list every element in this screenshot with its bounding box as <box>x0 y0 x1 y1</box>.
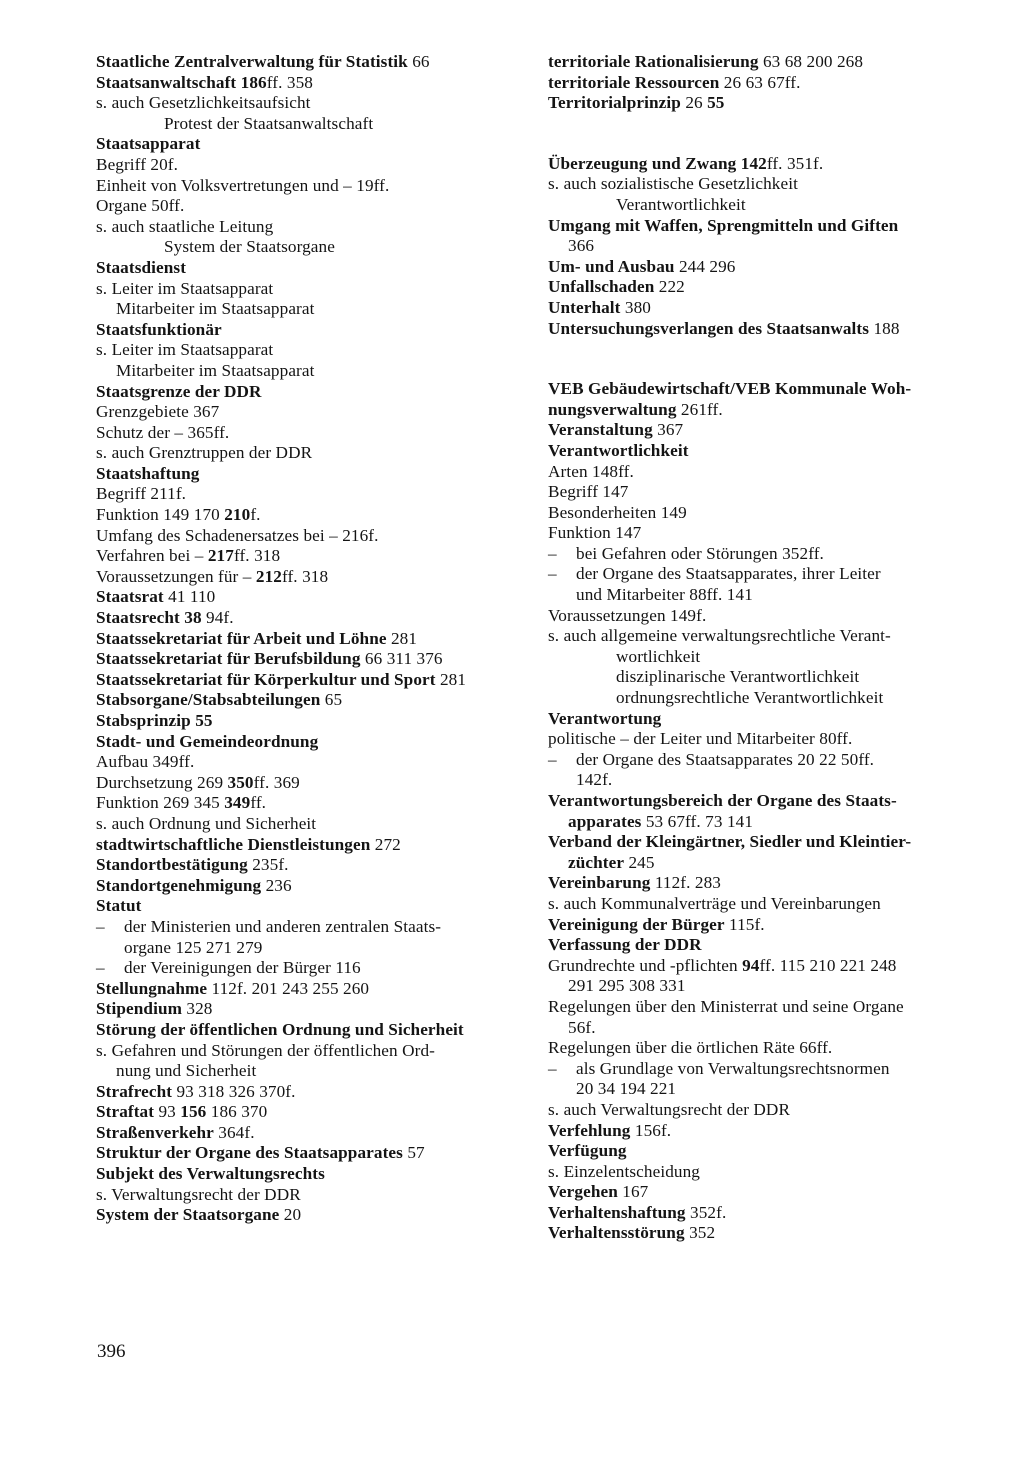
crossref-text: Protest der Staatsanwaltschaft <box>164 113 374 133</box>
index-crossref-continuation <box>96 237 522 258</box>
dash-marker: – <box>548 564 557 584</box>
index-term: Veranstaltung <box>548 420 653 440</box>
dash-marker: – <box>96 916 105 936</box>
index-subentry <box>96 567 522 588</box>
index-term: Staatssekretariat für Körperkultur und Sport <box>96 669 436 689</box>
index-term: Stadt- und Gemeindeordnung <box>96 731 319 751</box>
index-entry-heading <box>96 896 522 917</box>
section-gap <box>548 114 972 134</box>
index-entry-heading <box>548 319 972 340</box>
index-term: Störung der öffentlichen Ordnung und Sicherheit <box>96 1019 464 1039</box>
index-subentry <box>548 894 972 915</box>
page-number: 396 <box>97 1341 126 1362</box>
index-term: Unfallschaden <box>548 277 655 297</box>
index-entry-heading <box>548 298 972 319</box>
continuation-text: Mitarbeiter im Staatsapparat <box>116 299 315 319</box>
section-gap <box>548 134 972 154</box>
subentry-text: s. Leiter im Staatsapparat <box>96 340 274 360</box>
index-term: Staatsrecht <box>96 608 180 628</box>
index-subentry <box>548 1038 972 1059</box>
main-page-ref: 210 <box>224 505 251 525</box>
index-crossref-continuation <box>548 195 972 216</box>
page-refs: 272 <box>370 834 401 854</box>
index-entry-heading <box>96 320 522 341</box>
subentry-text: Umfang des Schadenersatzes bei – 216f. <box>96 525 379 545</box>
index-term: Stabsprinzip <box>96 711 191 730</box>
index-entry-heading <box>96 382 522 403</box>
index-crossref-continuation <box>96 114 522 135</box>
page-refs: 66 <box>407 52 430 71</box>
subentry-text: s. Leiter im Staatsapparat <box>96 278 274 298</box>
index-entry-heading <box>548 52 972 73</box>
main-page-ref: 217 <box>207 546 234 566</box>
page-refs: 281 <box>386 628 418 648</box>
index-subentry <box>96 814 522 835</box>
subentry-text: Arten 148ff. <box>548 461 634 481</box>
page-refs: 156f. <box>630 1120 672 1140</box>
page-refs: 93 <box>154 1102 181 1122</box>
index-line-continuation <box>96 299 522 320</box>
subentry-text: Aufbau 349ff. <box>96 752 195 772</box>
continuation-text: und Mitarbeiter 88ff. 141 <box>576 585 753 605</box>
index-subentry <box>548 503 972 524</box>
index-line-continuation <box>548 976 972 997</box>
index-subentry <box>96 176 522 197</box>
page-refs: 115f. <box>724 914 765 934</box>
index-entry-heading <box>96 608 522 629</box>
index-term: Unterhalt <box>548 297 621 317</box>
dash-marker: – <box>96 958 105 978</box>
index-entry-heading <box>96 73 522 94</box>
subentry-text: s. auch Kommunalverträge und Vereinbarungen <box>548 893 881 913</box>
index-entry-heading <box>96 855 522 876</box>
page-refs: f. <box>250 505 261 525</box>
index-term: territoriale Ressourcen <box>548 72 720 92</box>
index-entry-heading <box>96 1164 522 1185</box>
index-term: Vergehen <box>548 1182 618 1202</box>
index-term: Straftat <box>96 1102 155 1122</box>
subentry-text: Voraussetzungen 149f. <box>548 605 707 625</box>
index-dash-subentry <box>548 544 972 565</box>
crossref-text: wortlichkeit <box>616 646 701 666</box>
index-entry-heading <box>548 93 972 114</box>
index-term: Stipendium <box>96 999 183 1019</box>
index-entry-heading <box>548 915 972 936</box>
subentry-text: Schutz der – 365ff. <box>96 422 230 442</box>
page-refs: 352 <box>684 1223 716 1243</box>
section-gap <box>548 339 972 359</box>
index-entry-heading <box>548 277 972 298</box>
index-crossref-continuation <box>548 647 972 668</box>
page-refs: 352f. <box>685 1202 727 1222</box>
index-term: Straßenverkehr <box>96 1122 214 1142</box>
index-term: Verantwortlichkeit <box>548 440 689 460</box>
index-entry-heading <box>548 216 972 237</box>
index-entry-heading <box>96 835 522 856</box>
subentry-text: Einheit von Volksvertretungen und – 19ff. <box>96 175 390 195</box>
page-refs: 380 <box>620 297 651 317</box>
dash-marker: – <box>548 1058 557 1078</box>
page-refs: 112f. 201 243 255 260 <box>207 978 370 998</box>
subentry-text: Funktion 269 345 <box>96 793 225 813</box>
index-term: Untersuchungsverlangen des Staatsanwalts <box>548 318 870 338</box>
index-entry-heading <box>96 649 522 670</box>
index-entry-heading <box>548 791 972 812</box>
index-entry-heading <box>548 257 972 278</box>
index-line-continuation <box>548 770 972 791</box>
index-entry-heading <box>96 732 522 753</box>
continuation-text: organe 125 271 279 <box>124 937 263 957</box>
main-page-ref: 94 <box>742 955 760 975</box>
main-page-ref: 38 <box>184 608 202 628</box>
index-subentry <box>548 462 972 483</box>
index-entry-heading <box>96 1143 522 1164</box>
index-term: Statut <box>96 896 142 916</box>
page-refs: 244 296 <box>674 256 736 276</box>
dash-marker: – <box>548 749 557 769</box>
index-term: Verhaltenshaftung <box>548 1202 686 1222</box>
index-subentry <box>96 484 522 505</box>
index-entry-heading <box>548 441 972 462</box>
continuation-text: 142f. <box>576 770 613 790</box>
index-subentry <box>96 526 522 547</box>
index-subentry <box>96 155 522 176</box>
subentry-text: Grenzgebiete 367 <box>96 402 220 422</box>
index-term: Standortbestätigung <box>96 855 248 875</box>
index-entry-heading <box>548 1141 972 1162</box>
main-page-ref: 156 <box>180 1102 207 1122</box>
page-refs: 364f. <box>213 1122 255 1142</box>
index-entry-heading <box>548 853 972 874</box>
index-term: Struktur der Organe des Staatsapparates <box>96 1143 403 1163</box>
index-subentry <box>548 606 972 627</box>
index-crossref-continuation <box>548 688 972 709</box>
index-entry-heading <box>96 258 522 279</box>
subentry-text: Begriff 147 <box>548 482 629 502</box>
main-page-ref: 55 <box>195 711 213 730</box>
index-dash-subentry <box>548 564 972 585</box>
subentry-text: s. auch Grenztruppen der DDR <box>96 443 313 463</box>
index-term: Vereinigung der Bürger <box>548 914 725 934</box>
page-refs: 186 370 <box>206 1102 268 1122</box>
index-entry-heading <box>548 400 972 421</box>
page-refs: 222 <box>654 277 685 297</box>
index-term: Stabsorgane/Stabsabteilungen <box>96 690 321 710</box>
index-entry-heading <box>548 379 972 400</box>
page-refs: 245 <box>624 852 655 872</box>
subentry-text: Besonderheiten 149 <box>548 502 687 522</box>
index-dash-subentry <box>96 917 522 938</box>
page-refs: ff. 358 <box>266 72 313 92</box>
subentry-text: s. auch Verwaltungsrecht der DDR <box>548 1099 791 1119</box>
page-refs: 167 <box>617 1182 649 1202</box>
index-line-continuation <box>548 236 972 257</box>
subentry-text: s. Gefahren und Störungen der öffentlichen Ord- <box>96 1040 435 1060</box>
index-entry-heading <box>96 1123 522 1144</box>
index-term: Verantwortungsbereich der Organe des Staats- <box>548 791 897 810</box>
index-entry-heading <box>548 1203 972 1224</box>
subentry-text: Begriff 20f. <box>96 154 179 174</box>
subentry-text: Regelungen über die örtlichen Räte 66ff. <box>548 1038 833 1058</box>
page-refs: 20 <box>279 1205 302 1225</box>
page-refs: 93 318 326 370f. <box>172 1081 296 1101</box>
index-entry-heading <box>96 979 522 1000</box>
section-gap <box>548 359 972 379</box>
index-entry-heading <box>96 1082 522 1103</box>
index-term: Verantwortung <box>548 708 662 728</box>
dash-marker: – <box>548 543 557 563</box>
index-entry-heading <box>548 1223 972 1244</box>
index-dash-subentry <box>548 1059 972 1080</box>
subentry-text: Verfahren bei – <box>96 546 208 566</box>
subentry-text: Grundrechte und -pflichten <box>548 955 743 975</box>
index-crossref-continuation <box>548 667 972 688</box>
page-refs: 236 <box>261 875 292 895</box>
index-line-continuation <box>548 585 972 606</box>
page-refs: 66 311 376 <box>360 649 443 669</box>
page-refs: 41 110 <box>163 587 216 607</box>
index-term: Um- und Ausbau <box>548 256 675 276</box>
index-term: Überzeugung und Zwang <box>548 153 737 173</box>
index-column-right <box>548 52 972 1244</box>
subentry-text: s. auch Gesetzlichkeitsaufsicht <box>96 93 311 113</box>
subentry-text: Voraussetzungen für – <box>96 566 256 586</box>
index-entry-heading <box>96 876 522 897</box>
index-line-continuation <box>96 1061 522 1082</box>
continuation-text: Mitarbeiter im Staatsapparat <box>116 360 315 380</box>
index-entry-heading <box>96 999 522 1020</box>
index-term: Verband der Kleingärtner, Siedler und Kleintier- <box>548 832 912 852</box>
continuation-text: 366 <box>568 236 595 256</box>
crossref-text: ordnungsrechtliche Verantwortlichkeit <box>616 688 884 708</box>
page-refs: 65 <box>320 690 343 710</box>
main-page-ref: 55 <box>707 93 725 113</box>
subentry-text: s. Verwaltungsrecht der DDR <box>96 1184 301 1204</box>
subentry-text: der Organe des Staatsapparates 20 22 50ff. <box>576 749 875 769</box>
subentry-text: Funktion 147 <box>548 523 642 543</box>
page-refs: 328 <box>182 999 213 1019</box>
index-entry-heading <box>548 73 972 94</box>
index-term: Staatshaftung <box>96 463 200 483</box>
index-entry-heading <box>548 1121 972 1142</box>
index-term: Strafrecht <box>96 1081 173 1101</box>
index-entry-heading <box>96 670 522 691</box>
page-refs: 188 <box>869 318 900 338</box>
index-line-continuation <box>548 1079 972 1100</box>
index-term: Verhaltensstörung <box>548 1223 685 1243</box>
index-subentry <box>96 402 522 423</box>
index-subentry <box>96 443 522 464</box>
subentry-text: s. auch sozialistische Gesetzlichkeit <box>548 174 798 194</box>
crossref-text: disziplinarische Verantwortlichkeit <box>616 667 860 687</box>
index-term: apparates <box>568 811 642 831</box>
continuation-text: nung und Sicherheit <box>116 1061 257 1081</box>
index-subentry <box>96 93 522 114</box>
subentry-text: Durchsetzung 269 <box>96 772 228 792</box>
main-page-ref: 186 <box>240 72 267 92</box>
index-entry-heading <box>548 420 972 441</box>
subentry-text: s. auch Ordnung und Sicherheit <box>96 813 317 833</box>
index-term: Stellungnahme <box>96 978 208 998</box>
subentry-text: s. Einzelentscheidung <box>548 1161 700 1181</box>
index-term: Verfehlung <box>548 1120 631 1140</box>
index-subentry <box>96 773 522 794</box>
index-term: Staatsapparat <box>96 134 201 154</box>
index-term: Staatssekretariat für Berufsbildung <box>96 649 361 669</box>
index-subentry <box>96 340 522 361</box>
index-subentry <box>96 505 522 526</box>
page-refs: 367 <box>652 420 684 440</box>
index-subentry <box>96 423 522 444</box>
index-subentry <box>96 752 522 773</box>
crossref-text: System der Staatsorgane <box>164 237 335 257</box>
main-page-ref: 142 <box>740 153 767 173</box>
index-subentry <box>548 626 972 647</box>
index-subentry <box>96 1041 522 1062</box>
index-term: Territorialprinzip <box>548 93 681 113</box>
index-subentry <box>548 956 972 977</box>
index-term: Subjekt des Verwaltungsrechts <box>96 1164 325 1184</box>
subentry-text: der Ministerien und anderen zentralen Staats- <box>124 916 442 936</box>
index-entry-heading <box>96 1102 522 1123</box>
index-term: Staatssekretariat für Arbeit und Löhne <box>96 628 387 648</box>
index-term: Verfügung <box>548 1141 627 1161</box>
index-entry-heading <box>96 464 522 485</box>
subentry-text: politische – der Leiter und Mitarbeiter 80ff. <box>548 729 853 749</box>
subentry-text: der Organe des Staatsapparates, ihrer Leiter <box>576 564 881 584</box>
main-page-ref: 350 <box>227 772 254 792</box>
crossref-text: Verantwortlichkeit <box>616 194 746 214</box>
index-entry-heading <box>96 1205 522 1226</box>
index-entry-heading <box>96 134 522 155</box>
index-term: Staatsgrenze der DDR <box>96 381 262 401</box>
continuation-text: 20 34 194 221 <box>576 1079 677 1099</box>
continuation-text: 56f. <box>568 1017 596 1037</box>
index-entry-heading <box>96 690 522 711</box>
page-refs: ff. <box>250 793 267 813</box>
index-term: VEB Gebäudewirtschaft/VEB Kommunale Woh- <box>548 379 912 399</box>
page-refs: ff. 369 <box>253 772 300 792</box>
index-term: nungsverwaltung <box>548 399 677 419</box>
subentry-text: bei Gefahren oder Störungen 352ff. <box>576 543 824 563</box>
index-subentry <box>548 1162 972 1183</box>
page-refs: 26 63 67ff. <box>719 72 801 92</box>
index-subentry <box>548 174 972 195</box>
page-refs: 53 67ff. 73 141 <box>641 811 754 831</box>
index-entry-heading <box>548 1182 972 1203</box>
index-term: Verfassung der DDR <box>548 935 702 955</box>
index-entry-heading <box>96 1020 522 1041</box>
continuation-text: 291 295 308 331 <box>568 976 686 996</box>
index-dash-subentry <box>96 958 522 979</box>
index-subentry <box>548 482 972 503</box>
page-refs: 281 <box>435 669 467 689</box>
subentry-text: als Grundlage von Verwaltungsrechtsnormen <box>576 1058 890 1078</box>
subentry-text: Organe 50ff. <box>96 196 185 216</box>
page-refs: ff. 351f. <box>766 153 824 173</box>
page-refs: 235f. <box>247 855 289 875</box>
index-term: Staatsrat <box>96 587 164 607</box>
page-refs: ff. 318 <box>281 566 329 586</box>
subentry-text: Regelungen über den Ministerrat und seine Organe <box>548 996 904 1016</box>
index-term: züchter <box>568 852 625 872</box>
index-entry-heading <box>96 711 522 732</box>
index-term: stadtwirtschaftliche Dienstleistungen <box>96 834 371 854</box>
index-column-left <box>96 52 522 1226</box>
index-subentry <box>548 1100 972 1121</box>
index-term: System der Staatsorgane <box>96 1205 280 1225</box>
index-entry-heading <box>96 587 522 608</box>
index-entry-heading <box>548 154 972 175</box>
index-subentry <box>96 546 522 567</box>
index-dash-subentry <box>548 750 972 771</box>
subentry-text: der Vereinigungen der Bürger 116 <box>124 958 361 978</box>
index-term: Vereinbarung <box>548 873 651 893</box>
index-line-continuation <box>96 938 522 959</box>
subentry-text: s. auch staatliche Leitung <box>96 216 274 236</box>
index-subentry <box>548 997 972 1018</box>
page-refs: ff. 115 210 221 248 <box>759 955 897 975</box>
index-entry-heading <box>96 629 522 650</box>
page-refs: 63 68 200 268 <box>758 52 864 71</box>
index-subentry <box>96 217 522 238</box>
index-entry-heading <box>96 52 522 73</box>
subentry-text: Begriff 211f. <box>96 484 187 504</box>
index-subentry <box>548 523 972 544</box>
page-refs: 112f. 283 <box>650 873 721 893</box>
subentry-text: Funktion 149 170 <box>96 505 225 525</box>
index-term: Staatsdienst <box>96 257 187 277</box>
index-subentry <box>96 196 522 217</box>
page-refs: 261ff. <box>676 399 723 419</box>
main-page-ref: 349 <box>224 793 251 813</box>
index-entry-heading <box>548 832 972 853</box>
index-subentry <box>548 729 972 750</box>
index-entry-heading <box>548 812 972 833</box>
page-refs: 57 <box>402 1143 425 1163</box>
page-refs: ff. 318 <box>233 546 281 566</box>
index-term: territoriale Rationalisierung <box>548 52 759 71</box>
index-term: Staatsfunktionär <box>96 319 222 339</box>
subentry-text: s. auch allgemeine verwaltungsrechtliche Verant- <box>548 626 891 646</box>
index-line-continuation <box>96 361 522 382</box>
index-entry-heading <box>548 935 972 956</box>
index-entry-heading <box>548 873 972 894</box>
index-term: Staatsanwaltschaft <box>96 72 237 92</box>
index-entry-heading <box>548 709 972 730</box>
index-term: Standortgenehmigung <box>96 875 262 895</box>
index-subentry <box>96 793 522 814</box>
page-refs: 94f. <box>201 608 234 628</box>
index-subentry <box>96 1185 522 1206</box>
main-page-ref: 212 <box>255 566 282 586</box>
index-line-continuation <box>548 1018 972 1039</box>
index-term: Umgang mit Waffen, Sprengmitteln und Giften <box>548 215 899 235</box>
index-subentry <box>96 279 522 300</box>
page-refs: 26 <box>680 93 708 113</box>
index-term: Staatliche Zentralverwaltung für Statistik <box>96 52 408 71</box>
